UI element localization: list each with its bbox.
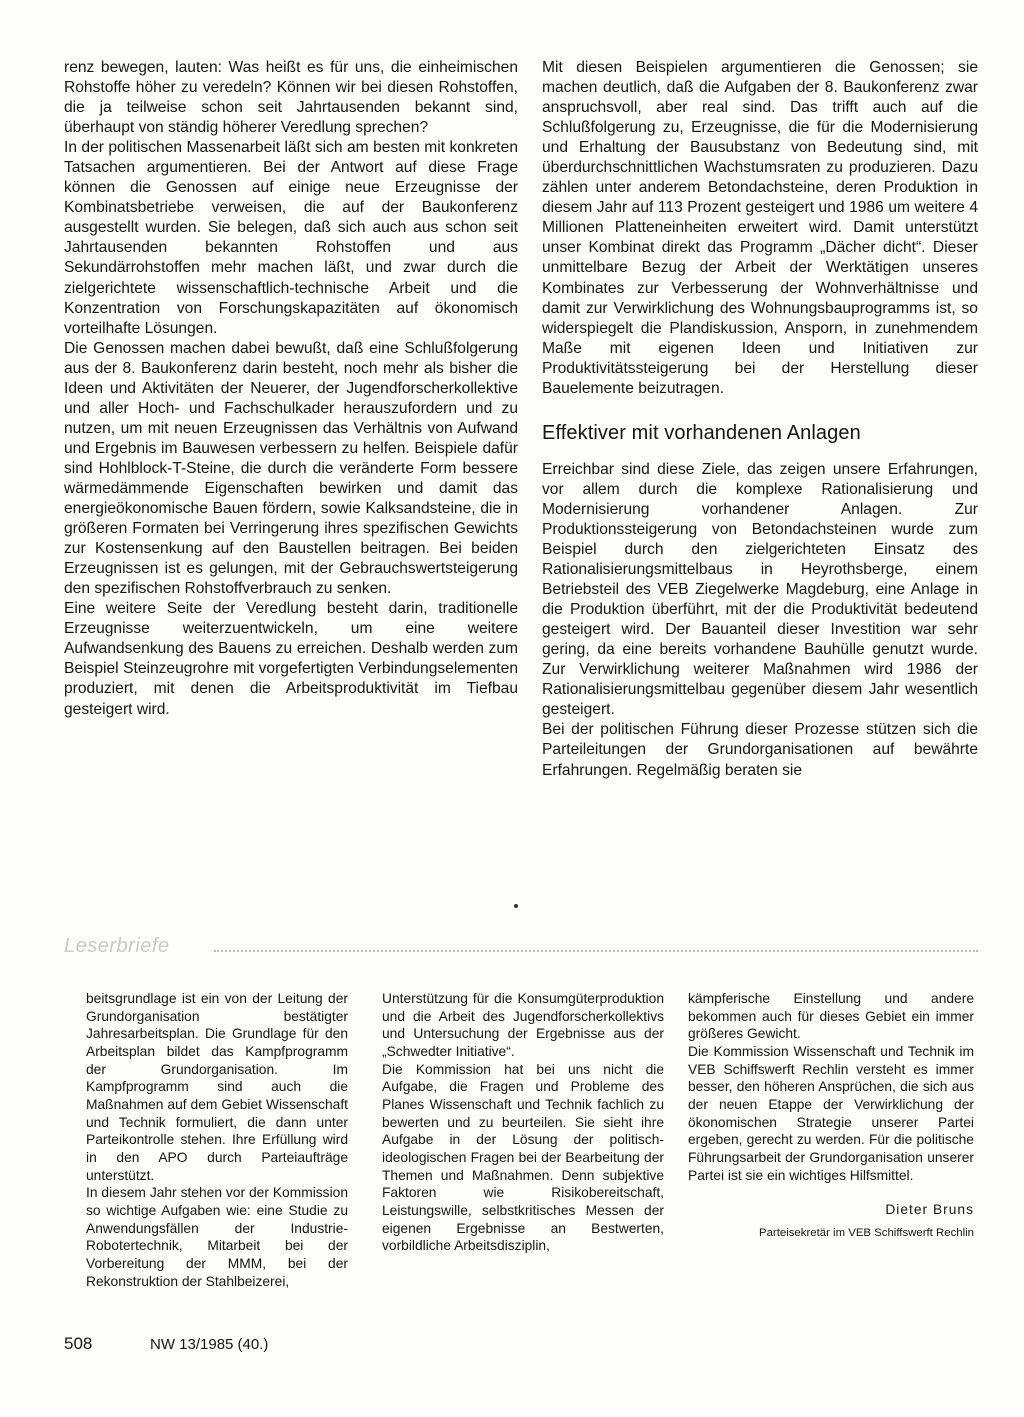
article-right-column [542,58,978,781]
page-number: 508 [64,1334,93,1353]
paragraph: renz bewegen, lauten: Was heißt es für uns, die einheimischen Rohstoffe höher zu veredeln? Können wir bei diesen Rohstoffen, die ja teilweise schon seit Jahrtausenden bekannt sind, überhaupt von ständig höherer Veredlung sprechen? [64,59,518,137]
paragraph: Die Kommission Wissenschaft und Technik im VEB Schiffswerft Rechlin versteht es immer besser, den höheren Ansprüchen, die sich aus der neuen Etappe der Verwirklichung der ökonomischen Strategie unserer Partei ergeben, gerecht zu werden. Für die politische Führungsarbeit der Grundorganisation unserer Partei ist sie ein wichtiges Hilfsmittel. [688,1043,974,1183]
paragraph: Bei der politischen Führung dieser Prozesse stützen sich die Parteileitungen der Grundorganisationen auf bewährte Erfahrungen. Regelmäßig beraten sie [542,721,978,779]
article-left-column [64,58,518,720]
paragraph: Die Kommission hat bei uns nicht die Aufgabe, die Fragen und Probleme des Planes Wissenschaft und Technik fachlich zu bewerten und zu beurteilen. Sie sieht ihre Aufgabe in der Lösung der politisch-ideologischen Fragen bei der Bearbeitung der Themen und Maßnahmen. Denn subjektive Faktoren wie Risikobereitschaft, Leistungswille, selbstkritisches Messen der eigenen Ergebnisse an Bestwerten, vorbildliche Arbeitsdisziplin, [382,1061,664,1254]
paragraph: Mit diesen Beispielen argumentieren die Genossen; sie machen deutlich, daß die Aufgaben der 8. Baukonferenz zwar anspruchsvoll, aber real sind. Das trifft auch auf die Schlußfolgerung zu, Erzeugnisse, die für die Modernisierung und Erhaltung der Bausubstanz von Bedeutung sind, mit überdurchschnittlichen Wachstumsraten zu produzieren. Dazu zählen unter anderem Betondachsteine, deren Produktion in diesem Jahr auf 113 Prozent gesteigert und 1986 um weitere 4 Millionen Platteneinheiten erweitert wird. Damit unterstützt unser Kombinat direkt das Programm „Dächer dicht“. Dieser unmittelbare Bezug der Arbeit der Werktätigen unseres Kombinates zur Verbesserung der Wohnverhältnisse und damit zur Verwirklichung des Wohnungsbauprogramms ist, so widerspiegelt die Plandiskussion, Ansporn, in zunehmendem Maße mit eigenen Ideen und Initiativen zur Produktivitätssteigerung bei der Herstellung dieser Bauelemente beizutragen. [542,59,978,397]
paragraph: Die Genossen machen dabei bewußt, daß eine Schlußfolgerung aus der 8. Baukonferenz darin besteht, noch mehr als bisher die Ideen und Aktivitäten der Neuerer, der Jugendforscherkollektive und aller Hoch- und Fachschulkader herauszufordern und zu nutzen, um mit neuen Erzeugnissen das Verhältnis von Aufwand und Ergebnis im Bauwesen verbessern zu helfen. Beispiele dafür sind Hohlblock-T-Steine, die durch die veränderte Form bessere wärmedämmende Eigenschaften bewirken und damit das energieökonomische Bauen fördern, sowie Kalksandsteine, die in größeren Formaten bei Verringerung ihres spezifischen Gewichts zur Kostensenkung auf den Baustellen beitragen. Bei beiden Erzeugnissen ist es gelungen, mit der Gebrauchswertsteigerung den spezifischen Rohstoffverbrauch zu senken. [64,339,518,598]
section-heading: Effektiver mit vorhandenen Anlagen [542,421,861,444]
paragraph: Eine weitere Seite der Veredlung besteht darin, traditionelle Erzeugnisse weiterzuentwickeln, um eine weitere Aufwandsenkung des Bauens zu erreichen. Deshalb werden zum Beispiel Steinzeugrohre mit vorgefertigten Verbindungselementen produziert, mit denen die Arbeitsproduktivität im Tiefbau gesteigert wird. [64,600,518,718]
letter-column-3 [688,990,974,1243]
letter-column-2 [382,990,664,1255]
author-name: Dieter Bruns [885,1202,974,1218]
paragraph: Erreichbar sind diese Ziele, das zeigen unsere Erfahrungen, vor allem durch die komplexe Rationalisierung und Modernisierung vorhandener Anlagen. Zur Produktionssteigerung von Betondachsteinen wurde zum Beispiel durch den zielgerichteten Einsatz des Rationalisierungsmittelbaus in Heyrothsberge, einem Betriebsteil des VEB Ziegelwerke Magdeburg, eine Anlage in die Produktion überführt, mit der die Produktivität bedeutend gesteigert wird. Der Bauanteil dieser Investition war sehr gering, da eine bereits vorhandene Bauhülle genutzt wurde. Zur Verwirklichung weiterer Maßnahmen wird 1986 der Rationalisierungsmittelbau gegenüber diesem Jahr wesentlich gesteigert. [542,460,978,719]
issue-reference: NW 13/1985 (40.) [150,1336,269,1353]
divider-line [214,950,978,952]
paragraph: In diesem Jahr stehen vor der Kommission so wichtige Aufgaben wie: eine Studie zu Anwendungsfällen der Industrie-Robotertechnik, Mitarbeit bei der Vorbereitung der MMM, bei der Rekonstruktion der Stahlbeizerei, [86,1185,348,1289]
section-label: Leserbriefe [64,935,170,957]
leserbriefe-divider [64,935,978,957]
print-speck [514,904,518,908]
letter-column-1 [86,990,348,1290]
paragraph: In der politischen Massenarbeit läßt sich am besten mit konkreten Tatsachen argumentieren. Bei der Antwort auf diese Frage können die Genossen auf einige neue Erzeugnisse der Kombinatsbetriebe verweisen, die auf der Baukonferenz ausgestellt wurden. Sie belegen, daß sich auch aus schon seit Jahrtausenden bekannten Rohstoffen und aus Sekundärrohstoffen mehr machen läßt, und zwar durch die zielgerichtete wissenschaftlich-technische Arbeit und die Konzentration von Forschungskapazitäten auf ökonomisch vorteilhafte Lösungen. [64,139,518,337]
paragraph: kämpferische Einstellung und andere bekommen auch für dieses Gebiet ein immer größeres Gewicht. [688,991,974,1042]
paragraph: Unterstützung für die Konsumgüterproduktion und die Arbeit des Jugendforscherkollektivs und Untersuchung der Ergebnisse aus der „Schwedter Initiative“. [382,991,664,1059]
author-role: Parteisekretär im VEB Schiffswerft Rechlin [758,1226,974,1239]
paragraph: beitsgrundlage ist ein von der Leitung der Grundorganisation bestätigter Jahresarbeitsplan. Die Grundlage für den Arbeitsplan bildet das Kampfprogramm der Grundorganisation. Im Kampfprogramm sind auch die Maßnahmen auf dem Gebiet Wissenschaft und Technik formuliert, die dann unter Parteikontrolle stehen. Ihre Erfüllung wird in den APO durch Parteiaufträge unterstützt. [86,991,348,1183]
